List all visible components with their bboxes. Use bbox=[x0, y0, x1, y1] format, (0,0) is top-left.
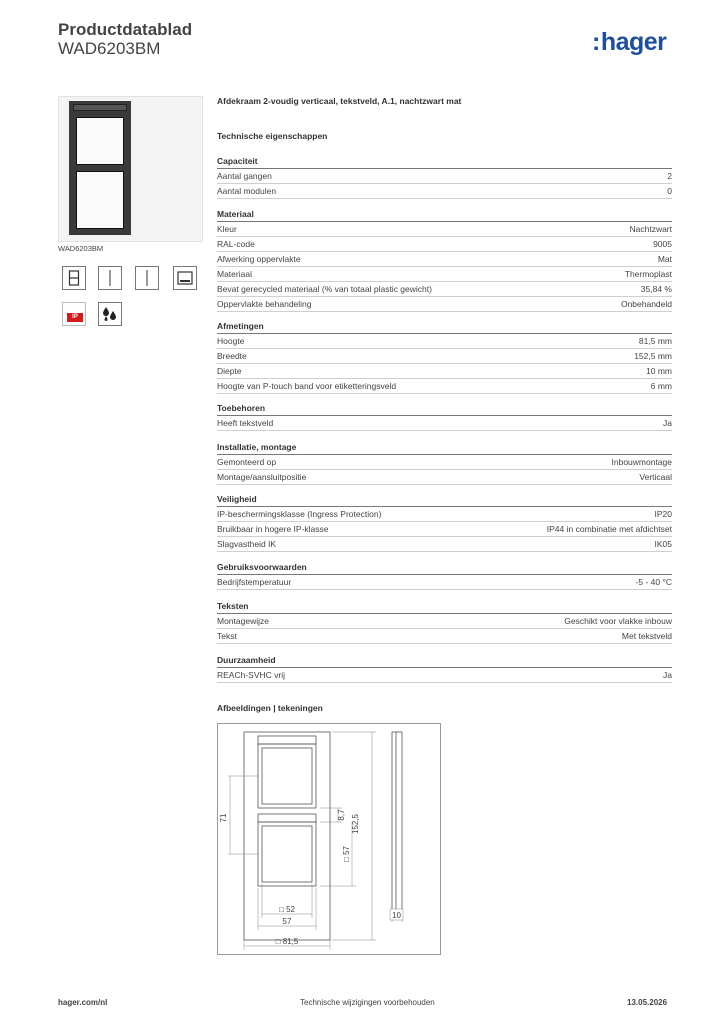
row-value: Inbouwmontage bbox=[611, 457, 672, 467]
product-image bbox=[58, 96, 203, 242]
dim-8-7-label: 8,7 bbox=[337, 809, 346, 821]
row-label: IP-beschermingsklasse (Ingress Protection) bbox=[217, 509, 382, 519]
section-gebruiksvoorwaarden bbox=[217, 560, 672, 590]
section-toebehoren bbox=[217, 401, 672, 431]
dim-57-label: 57 bbox=[282, 917, 292, 926]
dim-10-label: 10 bbox=[392, 911, 401, 920]
table-row bbox=[217, 629, 672, 644]
row-label: RAL-code bbox=[217, 239, 255, 249]
row-value: Mat bbox=[657, 254, 672, 264]
drawings-heading: Afbeeldingen | tekeningen bbox=[217, 703, 323, 713]
product-description: Afdekraam 2-voudig verticaal, tekstveld, A.1, nachtzwart mat bbox=[217, 96, 462, 106]
section-teksten bbox=[217, 599, 672, 644]
dim-71-label: 71 bbox=[219, 813, 228, 823]
frame-picture bbox=[69, 101, 131, 235]
table-row bbox=[217, 507, 672, 522]
row-value: IP20 bbox=[654, 509, 672, 519]
footer-website[interactable]: hager.com/nl bbox=[58, 998, 108, 1007]
row-label: Montagewijze bbox=[217, 616, 269, 626]
table-row bbox=[217, 297, 672, 312]
row-label: Hoogte van P-touch band voor etiketteringsveld bbox=[217, 381, 397, 391]
row-value: 81,5 mm bbox=[638, 336, 672, 346]
row-label: Heeft tekstveld bbox=[217, 418, 274, 428]
row-value: Ja bbox=[663, 418, 672, 428]
row-value: Thermoplast bbox=[624, 269, 672, 279]
table-row bbox=[217, 575, 672, 590]
row-value: 2 bbox=[667, 171, 672, 181]
row-label: Bedrijfstemperatuur bbox=[217, 577, 292, 587]
row-value: Met tekstveld bbox=[621, 631, 672, 641]
row-value: 6 mm bbox=[650, 381, 672, 391]
line-icon bbox=[135, 266, 159, 290]
table-row bbox=[217, 237, 672, 252]
table-row bbox=[217, 222, 672, 237]
row-label: Aantal modulen bbox=[217, 186, 277, 196]
table-row bbox=[217, 416, 672, 431]
row-label: Bevat gerecycled materiaal (% van totaal plastic gewicht) bbox=[217, 284, 432, 294]
row-value: 0 bbox=[667, 186, 672, 196]
section-title: Veiligheid bbox=[217, 492, 672, 507]
row-value: Ja bbox=[663, 670, 672, 680]
hager-logo: :hager bbox=[592, 28, 667, 56]
opening-bottom bbox=[76, 171, 124, 229]
frame-2-vertical-icon bbox=[62, 266, 86, 290]
section-title: Capaciteit bbox=[217, 154, 672, 169]
table-row bbox=[217, 349, 672, 364]
section-title: Duurzaamheid bbox=[217, 653, 672, 668]
line-icon bbox=[98, 266, 122, 290]
section-installatie bbox=[217, 440, 672, 485]
dim-52-label: □ 52 bbox=[279, 905, 295, 914]
table-row bbox=[217, 614, 672, 629]
table-row bbox=[217, 334, 672, 349]
section-title: Installatie, montage bbox=[217, 440, 672, 455]
section-afmetingen bbox=[217, 319, 672, 394]
row-value: -5 - 40 °C bbox=[635, 577, 672, 587]
section-title: Gebruiksvoorwaarden bbox=[217, 560, 672, 575]
ip-badge-text: IP bbox=[67, 313, 83, 322]
opening-top bbox=[76, 117, 124, 165]
row-value: 35,84 % bbox=[640, 284, 672, 294]
tech-heading: Technische eigenschappen bbox=[217, 131, 328, 141]
section-capaciteit bbox=[217, 154, 672, 199]
row-value: Verticaal bbox=[639, 472, 672, 482]
row-value: Nachtzwart bbox=[629, 224, 672, 234]
section-materiaal bbox=[217, 207, 672, 312]
row-value: Onbehandeld bbox=[620, 299, 672, 309]
table-row bbox=[217, 282, 672, 297]
row-label: Tekst bbox=[217, 631, 237, 641]
ip-badge-icon bbox=[62, 302, 86, 326]
footer-disclaimer: Technische wijzigingen voorbehouden bbox=[300, 998, 435, 1007]
section-title: Toebehoren bbox=[217, 401, 672, 416]
row-label: Bruikbaar in hogere IP-klasse bbox=[217, 524, 329, 534]
row-value: 152,5 mm bbox=[634, 351, 672, 361]
table-row bbox=[217, 470, 672, 485]
table-row bbox=[217, 169, 672, 184]
table-row bbox=[217, 364, 672, 379]
row-label: Aantal gangen bbox=[217, 171, 272, 181]
drawing-svg bbox=[218, 724, 440, 954]
table-row bbox=[217, 252, 672, 267]
table-row bbox=[217, 537, 672, 552]
row-value: IK05 bbox=[654, 539, 672, 549]
row-label: Slagvastheid IK bbox=[217, 539, 277, 549]
row-label: Afwerking oppervlakte bbox=[217, 254, 301, 264]
row-label: Materiaal bbox=[217, 269, 252, 279]
table-row bbox=[217, 455, 672, 470]
row-label: Hoogte bbox=[217, 336, 245, 346]
section-title: Materiaal bbox=[217, 207, 672, 222]
section-title: Afmetingen bbox=[217, 319, 672, 334]
page-title: Productdatablad bbox=[58, 20, 193, 39]
dim-57-vertical-label: □ 57 bbox=[342, 846, 351, 862]
dim-152-5-label: 152,5 bbox=[351, 813, 360, 835]
section-title: Teksten bbox=[217, 599, 672, 614]
row-value: Geschikt voor vlakke inbouw bbox=[564, 616, 672, 626]
table-row bbox=[217, 184, 672, 199]
logo-text: hager bbox=[600, 28, 667, 56]
row-value: 10 mm bbox=[646, 366, 672, 376]
label-strip bbox=[73, 104, 127, 111]
row-label: REACh-SVHC vrij bbox=[217, 670, 286, 680]
row-label: Oppervlakte behandeling bbox=[217, 299, 312, 309]
row-label: Gemonteerd op bbox=[217, 457, 277, 467]
table-row bbox=[217, 267, 672, 282]
footer-date: 13.05.2026 bbox=[627, 998, 668, 1007]
row-label: Montage/aansluitpositie bbox=[217, 472, 307, 482]
technical-drawing bbox=[217, 723, 441, 955]
label-field-icon bbox=[173, 266, 197, 290]
section-duurzaamheid bbox=[217, 653, 672, 683]
row-value: 9005 bbox=[653, 239, 672, 249]
table-row bbox=[217, 379, 672, 394]
product-image-caption: WAD6203BM bbox=[58, 244, 104, 253]
row-label: Diepte bbox=[217, 366, 242, 376]
dim-81-5-label: □ 81,5 bbox=[275, 937, 299, 946]
section-veiligheid bbox=[217, 492, 672, 552]
row-label: Kleur bbox=[217, 224, 237, 234]
table-row bbox=[217, 522, 672, 537]
water-drops-icon bbox=[98, 302, 122, 326]
row-label: Breedte bbox=[217, 351, 247, 361]
product-code-title: WAD6203BM bbox=[58, 39, 161, 58]
table-row bbox=[217, 668, 672, 683]
row-value: IP44 in combinatie met afdichtset bbox=[546, 524, 672, 534]
